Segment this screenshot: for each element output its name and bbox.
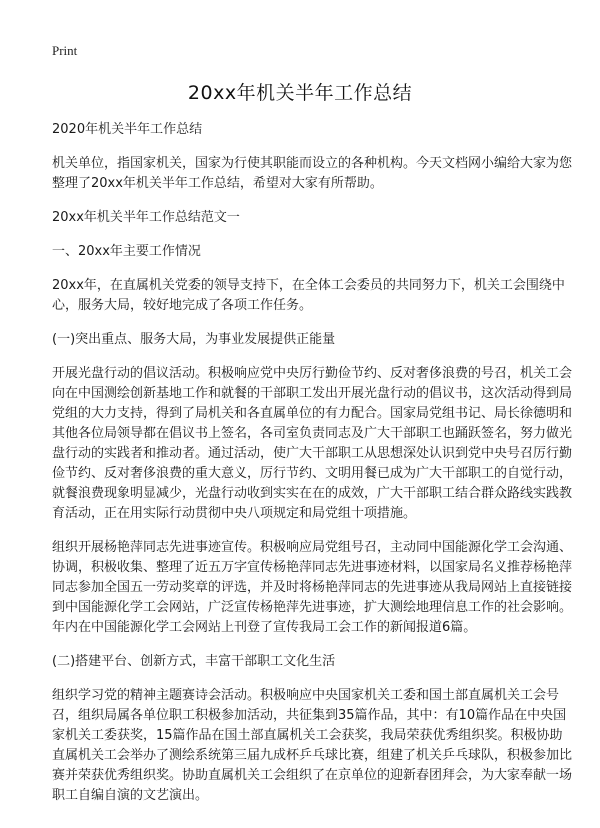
print-link[interactable]: Print [52,43,78,58]
document-body [52,120,572,820]
paragraph-intro: 机关单位，指国家机关，国家为行使其职能而设立的各种机构。今天文档网小编给大家为您整理了20xx年机关半年工作总结，希望对大家有所帮助。 [52,156,573,191]
paragraph-sample-title: 20xx年机关半年工作总结范文一 [52,210,240,225]
section-heading-main-work: 一、20xx年主要工作情况 [52,244,201,259]
subsection-heading-2: (二)搭建平台、创新方式，丰富干部职工文化生活 [52,654,336,669]
document-title: 20xx年机关半年工作总结 [187,82,413,104]
paragraph-yang-yanping: 组织开展杨艳萍同志先进事迹宣传。积极响应局党组号召，主动同中国能源化学工会沟通、协调，积极收集、整理了近五万字宣传杨艳萍同志先进事迹材料，以国家局名义推荐杨艳萍同志参加全国五一劳动奖章的评选，并及时将杨艳萍同志的先进事迹从我局网站上直接链接到中国能源化学工会网站，广泛宣传杨艳萍先进事迹，扩大测绘地理信息工作的社会影响。年内在中国能源化学工会网站上刊登了宣传我局工会工作的新闻报道6篇。 [52,540,573,635]
paragraph-heading-year: 2020年机关半年工作总结 [52,122,203,137]
subsection-heading-1: (一)突出重点、服务大局，为事业发展提供正能量 [52,332,336,347]
paragraph-overview: 20xx年，在直属机关党委的领导支持下，在全体工会委员的共同努力下，机关工会围绕中心，服务大局，较好地完成了各项工作任务。 [52,278,565,313]
paragraph-poetry-activity: 组织学习党的精神主题赛诗会活动。积极响应中央国家机关工委和国土部直属机关工会号召，组织局属各单位职工积极参加活动，共征集到35篇作品，其中：有10篇作品在中央国家机关工委获奖，15篇作品在国土部直属机关工会获奖，我局荣获优秀组织奖。积极协助直属机关工会举办了测绘系统第三届九成杯乒乓球比赛，组建了机关乒乓球队，积极参加比赛并荣获优秀组织奖。协助直属机关工会组织了在京单位的迎新春团拜会，为大家奉献一场职工自编自演的文艺演出。 [52,688,573,803]
paragraph-clean-plate: 开展光盘行动的倡议活动。积极响应党中央厉行勤俭节约、反对奢侈浪费的号召，机关工会向在中国测绘创新基地工作和就餐的干部职工发出开展光盘行动的倡议书，这次活动得到局党组的大力支持，得到了局机关和各直属单位的有力配合。国家局党组书记、局长徐德明和其他各位局领导都在倡议书上签名，各司室负责同志及广大干部职工也踊跃签名，努力做光盘行动的实践者和推动者。通过活动，使广大干部职工从思想深处认识到党中央号召厉行勤俭节约、反对奢侈浪费的重大意义，厉行节约、文明用餐已成为广大干部职工的自觉行动，就餐浪费现象明显减少，光盘行动收到实实在在的成效，广大干部职工结合群众路线实践教育活动，正在用实际行动贯彻中央八项规定和局党组十项措施。 [52,366,573,521]
